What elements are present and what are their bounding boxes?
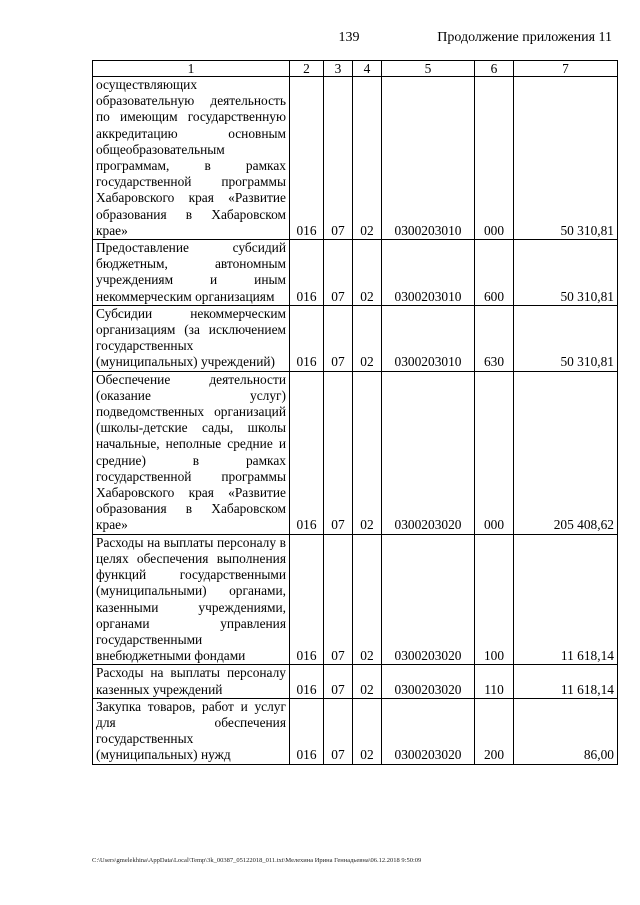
file-path-footer: C:\Users\gmelekhina\AppData\Local\Temp\3k_00387_05122018_011.txt\Мелехина Ирина Геннадьевна\06.12.2018 9:50:09 [92, 857, 422, 864]
subsection-code-cell: 02 [353, 534, 382, 665]
section-code-cell: 07 [324, 371, 353, 534]
table-header-row [93, 61, 618, 77]
admin-code-cell: 016 [290, 665, 324, 698]
row-name-cell: Закупка товаров, работ и услуг для обеспечения государственных (муниципальных) нужд [93, 698, 290, 764]
column-header: 4 [353, 61, 382, 77]
table-row [93, 305, 618, 371]
budget-table [92, 60, 618, 765]
section-code-cell: 07 [324, 77, 353, 240]
amount-cell: 11 618,14 [514, 665, 618, 698]
table-row [93, 665, 618, 698]
table-row [93, 698, 618, 764]
target-item-cell: 0300203010 [382, 305, 475, 371]
table-row [93, 77, 618, 240]
target-item-cell: 0300203020 [382, 665, 475, 698]
table-row [93, 534, 618, 665]
subsection-code-cell: 02 [353, 698, 382, 764]
amount-cell: 205 408,62 [514, 371, 618, 534]
column-header: 2 [290, 61, 324, 77]
section-code-cell: 07 [324, 240, 353, 306]
column-header: 3 [324, 61, 353, 77]
subsection-code-cell: 02 [353, 305, 382, 371]
section-code-cell: 07 [324, 534, 353, 665]
subsection-code-cell: 02 [353, 240, 382, 306]
row-name-cell: Субсидии некоммерческим организациям (за исключением государственных (муниципальных) учреждений) [93, 305, 290, 371]
table-row [93, 371, 618, 534]
target-item-cell: 0300203020 [382, 371, 475, 534]
row-name-cell: Расходы на выплаты персоналу казенных учреждений [93, 665, 290, 698]
target-item-cell: 0300203020 [382, 534, 475, 665]
amount-cell: 86,00 [514, 698, 618, 764]
admin-code-cell: 016 [290, 77, 324, 240]
row-name-cell: Обеспечение деятельности (оказание услуг) подведомственных организаций (школы-детские сады, школы начальные, неполные средние и средние) в рамках государственной программы Хабаровского края «Развитие образования в Хабаровском крае» [93, 371, 290, 534]
table-row [93, 240, 618, 306]
section-code-cell: 07 [324, 698, 353, 764]
amount-cell: 11 618,14 [514, 534, 618, 665]
target-item-cell: 0300203010 [382, 240, 475, 306]
table-body [93, 77, 618, 765]
column-header: 1 [93, 61, 290, 77]
continuation-label: Продолжение приложения 11 [437, 30, 612, 45]
page-number: 139 [338, 30, 360, 45]
admin-code-cell: 016 [290, 240, 324, 306]
target-item-cell: 0300203010 [382, 77, 475, 240]
row-name-cell: осуществляющих образовательную деятельность по имеющим государственную аккредитацию основным общеобразовательным программам, в рамках государственной программы Хабаровского края «Развитие образования в Хабаровском крае» [93, 77, 290, 240]
target-item-cell: 0300203020 [382, 698, 475, 764]
admin-code-cell: 016 [290, 534, 324, 665]
admin-code-cell: 016 [290, 371, 324, 534]
expense-type-cell: 000 [475, 77, 514, 240]
admin-code-cell: 016 [290, 698, 324, 764]
subsection-code-cell: 02 [353, 77, 382, 240]
expense-type-cell: 110 [475, 665, 514, 698]
row-name-cell: Предоставление субсидий бюджетным, автономным учреждениям и иным некоммерческим организациям [93, 240, 290, 306]
expense-type-cell: 200 [475, 698, 514, 764]
subsection-code-cell: 02 [353, 665, 382, 698]
amount-cell: 50 310,81 [514, 77, 618, 240]
subsection-code-cell: 02 [353, 371, 382, 534]
section-code-cell: 07 [324, 305, 353, 371]
expense-type-cell: 100 [475, 534, 514, 665]
amount-cell: 50 310,81 [514, 305, 618, 371]
column-header: 7 [514, 61, 618, 77]
column-header: 5 [382, 61, 475, 77]
section-code-cell: 07 [324, 665, 353, 698]
expense-type-cell: 000 [475, 371, 514, 534]
column-header: 6 [475, 61, 514, 77]
row-name-cell: Расходы на выплаты персоналу в целях обеспечения выполнения функций государственными (муниципальными) органами, казенными учреждениями, органами управления государственными внебюджетными фондами [93, 534, 290, 665]
expense-type-cell: 630 [475, 305, 514, 371]
expense-type-cell: 600 [475, 240, 514, 306]
amount-cell: 50 310,81 [514, 240, 618, 306]
admin-code-cell: 016 [290, 305, 324, 371]
